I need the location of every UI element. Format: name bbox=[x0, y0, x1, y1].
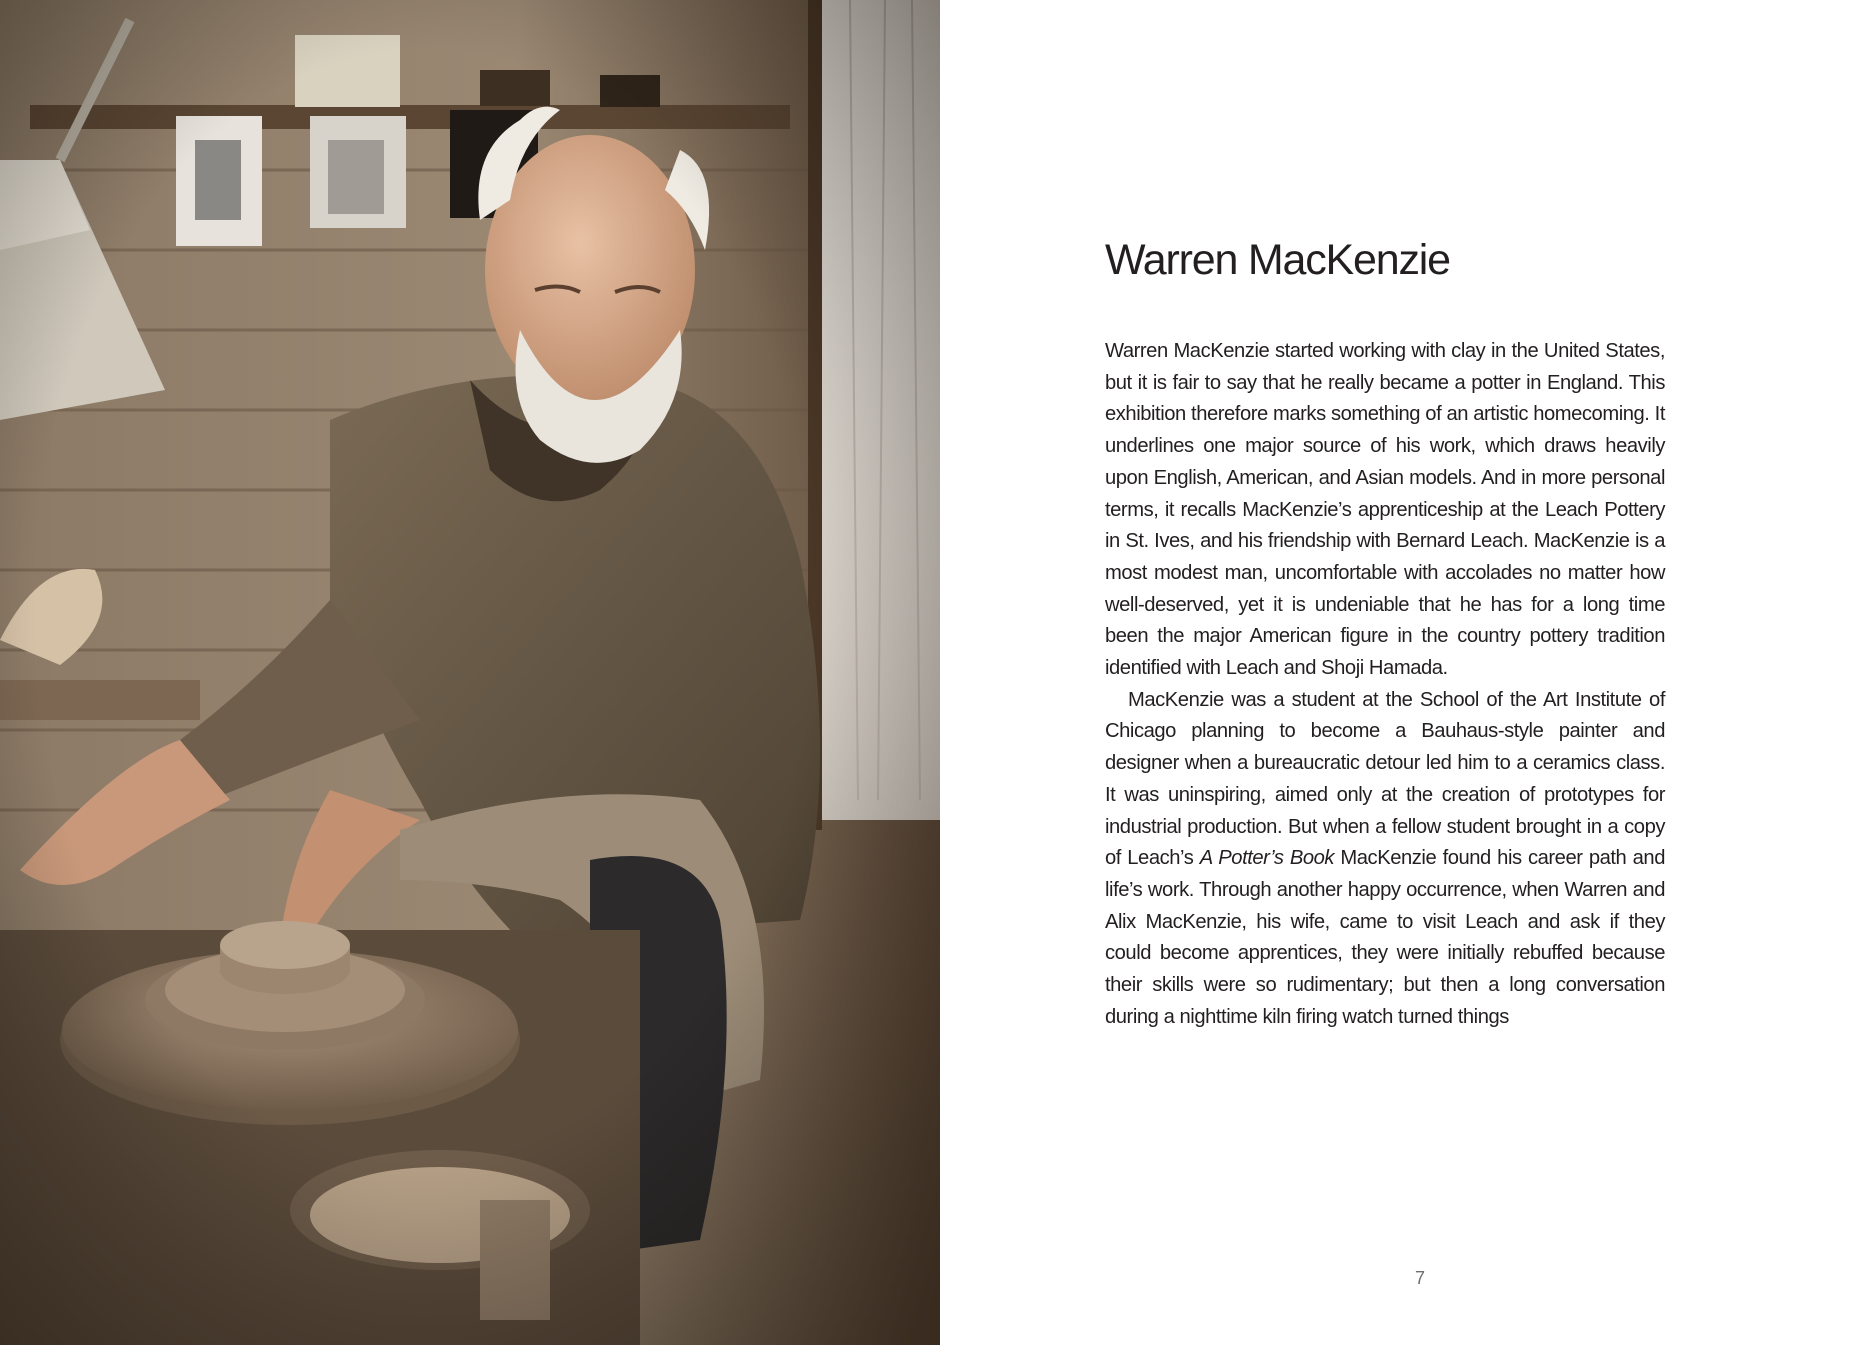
paragraph-2-start: MacKenzie was a student at the School of the Art Institute of Chicago planning to become a Bauhaus-style painter and designer when a bureaucratic detour led him to a ceramics class. It was uninspiring, aimed only at the creation of prototypes for industrial production. But when a fellow student brought in a copy of Leach’s bbox=[1105, 688, 1665, 870]
page-title: Warren MacKenzie bbox=[1105, 236, 1450, 284]
text-page bbox=[940, 0, 1870, 1345]
page-number: 7 bbox=[1414, 1268, 1425, 1288]
paragraph-2-end: MacKenzie found his career path and life’s work. Through another happy occurrence, when Warren and Alix MacKenzie, his wife, came to visit Leach and ask if they could become apprentices, they were initially rebuffed because their skills were so rudimentary; but then a long conversation during a nighttime kiln firing watch turned things bbox=[1105, 847, 1665, 1028]
body-text bbox=[1105, 336, 1665, 1033]
book-title: A Potter’s Book bbox=[1199, 847, 1335, 870]
paragraph-1: Warren MacKenzie started working with clay in the United States, but it is fair to say that he really became a potter in England. This exhibition therefore marks something of an artistic homecoming. It underlines one major source of his work, which draws heavily upon English, American, and Asian models. And in more personal terms, it recalls MacKenzie’s apprenticeship at the Leach Pottery in St. Ives, and his friendship with Bernard Leach. MacKenzie is a most modest man, uncomfortable with accolades no matter how well-deserved, yet it is undeniable that he has for a long time been the major American figure in the country pottery tradition identified with Leach and Shoji Hamada. bbox=[1105, 340, 1665, 680]
paragraph-2 bbox=[1105, 685, 1665, 1034]
